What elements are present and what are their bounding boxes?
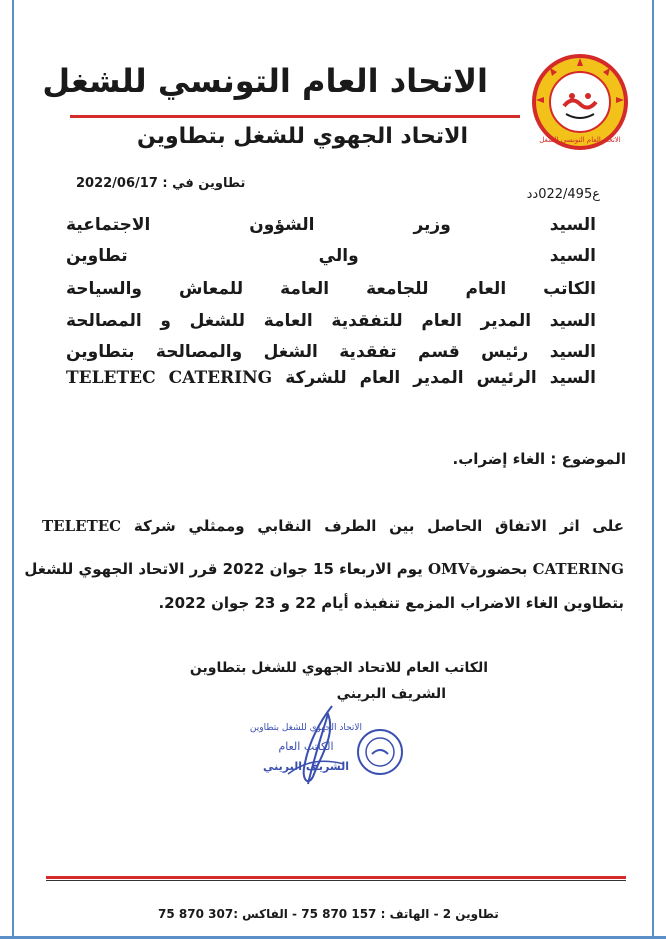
ugtt-logo-icon: [530, 52, 630, 152]
body-text: يوم الاربعاء 15 جوان 2022 قرر الاتحاد الجهوي للشغل: [24, 560, 423, 578]
recipient-line: السيد وزير الشؤون الاجتماعية: [66, 215, 596, 235]
header-divider: [70, 115, 520, 118]
recipient-line: السيد رئيس قسم تفقدية الشغل والمصالحة بتطاوين: [66, 342, 596, 362]
stamp-line: الشريف البريني: [263, 760, 349, 773]
footer-divider: [46, 876, 626, 879]
body-company-part: TELETEC: [42, 517, 122, 535]
stamp-line: الكاتب العام: [278, 740, 334, 753]
organization-subtitle: الاتحاد الجهوي للشغل بتطاوين: [136, 124, 468, 149]
frame-left-border: [12, 0, 14, 939]
body-paragraph-line: [42, 513, 624, 539]
letter-subject: الموضوع : الغاء إضراب.: [452, 450, 626, 468]
signatory-title: الكاتب العام للاتحاد الجهوي للشغل بتطاوين: [189, 660, 488, 676]
reference-number: ع022/495دد: [526, 187, 600, 202]
stamp-line: الاتحاد الجهوي للشغل بتطاوين: [249, 723, 363, 733]
body-paragraph-line: [24, 556, 624, 582]
recipient-line: السيد والي تطاوين: [66, 246, 596, 266]
place-date: تطاوين في : 2022/06/17: [76, 176, 246, 191]
body-text: بحضورة: [469, 560, 528, 578]
official-stamp-signature: [248, 704, 408, 794]
footer-divider-thin: [46, 880, 626, 881]
recipient-line: الكاتب العام للجامعة العامة للمعاش والسياحة: [66, 279, 596, 299]
body-omv: OMV: [427, 560, 470, 578]
logo-text: الاتحاد العام التونسي للشغل: [539, 136, 621, 144]
footer-contact: تطاوين 2 - الهاتف : 157 870 75 - الفاكس :307 870 75: [158, 907, 499, 921]
company-name: TELETEC CATERING: [66, 368, 273, 388]
body-paragraph-line: بتطاوين الغاء الاضراب المزمع تنفيذه أيام 22 و 23 جوان 2022.: [158, 594, 624, 612]
signatory-name: الشريف البريني: [336, 686, 446, 702]
frame-right-border: [652, 0, 654, 939]
organization-title: الاتحاد العام التونسي للشغل: [42, 62, 488, 100]
recipient-line-company: [66, 366, 596, 390]
recipient-prefix: السيد الرئيس المدير العام للشركة: [285, 368, 596, 388]
body-company-part: CATERING: [532, 560, 624, 578]
recipient-line: السيد المدير العام للتفقدية العامة للشغل و المصالحة: [66, 311, 596, 331]
body-text: على اثر الاتفاق الحاصل بين الطرف النقابي وممثلي شركة: [133, 517, 624, 535]
